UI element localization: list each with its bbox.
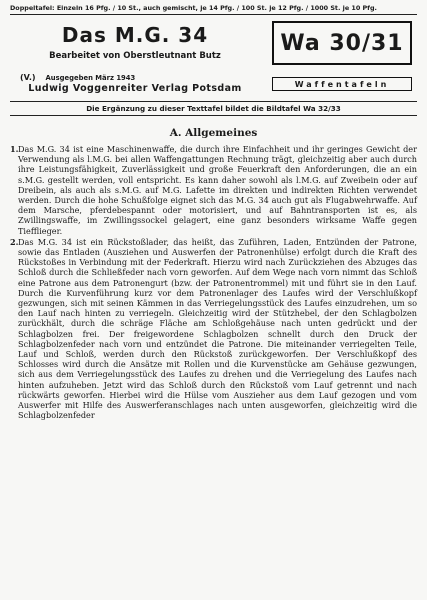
issue-row: [10, 73, 260, 82]
price-line: Doppeltafel: Einzeln 16 Pfg. / 10 St., auch gemischt, je 14 Pfg. / 100 St. je 12 Pfg. / 1000 St. je 10 Pfg.: [10, 4, 417, 15]
author-line: Bearbeitet von Oberstleutnant Butz: [49, 51, 221, 61]
header-left: [10, 19, 260, 97]
header: [10, 19, 417, 97]
paragraph-text: Das M.G. 34 ist eine Maschinenwaffe, die durch ihre Einfachheit und ihr geringes Gewicht der Verwendung als l.M.G. bei allen Waffengattungen Rechnung trägt, gleichzeitig aber auch durch ihre Leistungsfähigkeit, Zuverlässigkeit und große Feuerkraft den Anforderungen, die an ein s.M.G. gestellt werden, voll entspricht. Es kann daher sowohl als l.M.G. auf Zweibein oder auf Dreibein, als auch als s.M.G. auf M.G. Lafette im direkten und indirekten Richten verwendet werden. Durch die hohe Schußfolge eignet sich das M.G. 34 auch gut als Flugabwehrwaffe. Auf dem Marsche, pferdebespannt oder motorisiert, und auf Bahntransporten ist es, als Zwillingswaffe, im Zwillingssockel gelagert, eine ganz besonders wirksame Waffe gegen Tiefflieger.: [18, 144, 417, 236]
issue-date: Ausgegeben März 1943: [45, 74, 136, 82]
issue-number: (V.): [20, 73, 36, 82]
section-heading: A. Allgemeines: [169, 127, 258, 139]
publisher: Ludwig Voggenreiter Verlag Potsdam: [28, 83, 242, 94]
header-right: [267, 19, 417, 97]
paragraph: [10, 144, 417, 236]
document-title: Das M.G. 34: [61, 23, 209, 47]
supplement-note: Die Ergänzung zu dieser Texttafel bildet die Bildtafel Wa 32/33: [10, 101, 417, 116]
series-label: Waffentafeln: [272, 77, 412, 91]
table-code: Wa 30/31: [272, 21, 412, 65]
paragraph-number: 1.: [10, 144, 19, 154]
paragraph: [10, 237, 417, 421]
paragraph-number: 2.: [10, 236, 19, 247]
paragraph-text: Das M.G. 34 ist ein Rückstoßlader, das heißt, das Zuführen, Laden, Entzünden der Patrone, sowie das Entladen (Ausziehen und Auswerfen der Patronenhülse) erfolgt durch die Kraft des Rückstoßes in Verbindung mit der Federkraft. Hierzu wird nach Zurückziehen des Abzuges das Schloß durch die Schließfeder nach vorn geworfen. Auf dem Wege nach vorn nimmt das Schloß eine Patrone aus dem Patronengurt (bzw. der Patronentrommel) mit und führt sie in den Lauf. Durch die Kurvenführung kurz vor dem Patronenlager des Laufes wird der Verschlußkopf gezwungen, sich mit seinen Kämmen in das Verriegelungsstück des Laufes einzudrehen, um so den Lauf nach hinten zu verriegeln. Gleichzeitig wird der Stützhebel, der den Schlagbolzen zurückhält, durch die schräge Fläche am Schloßgehäuse nach unten gedrückt und der Schlagbolzen frei. Der freigewordene Schlagbolzen schnellt durch den Druck der Schlagbolzenfeder nach vorn und entzündet die Patrone. Die miteinander verriegelten Teile, Lauf und Schloß, werden durch den Rückstoß zurückgeworfen. Der Verschlußkopf des Schlosses wird durch die Ansätze mit Rollen und die Kurvenstücke am Gehäuse gezwungen, sich aus dem Verriegelungsstück des Laufes zu drehen und die Verriegelung des Laufes nach hinten aufzuheben. Jetzt wird das Schloß durch den Rückstoß vom Lauf getrennt und nach rückwärts geworfen. Hierbei wird die Hülse vom Auszieher aus dem Lauf gezogen und vom Auswerfer mit Hilfe des Auswerferanschlages nach unten ausgeworfen, gleichzeitig wird die Schlagbolzenfeder: [18, 236, 417, 421]
